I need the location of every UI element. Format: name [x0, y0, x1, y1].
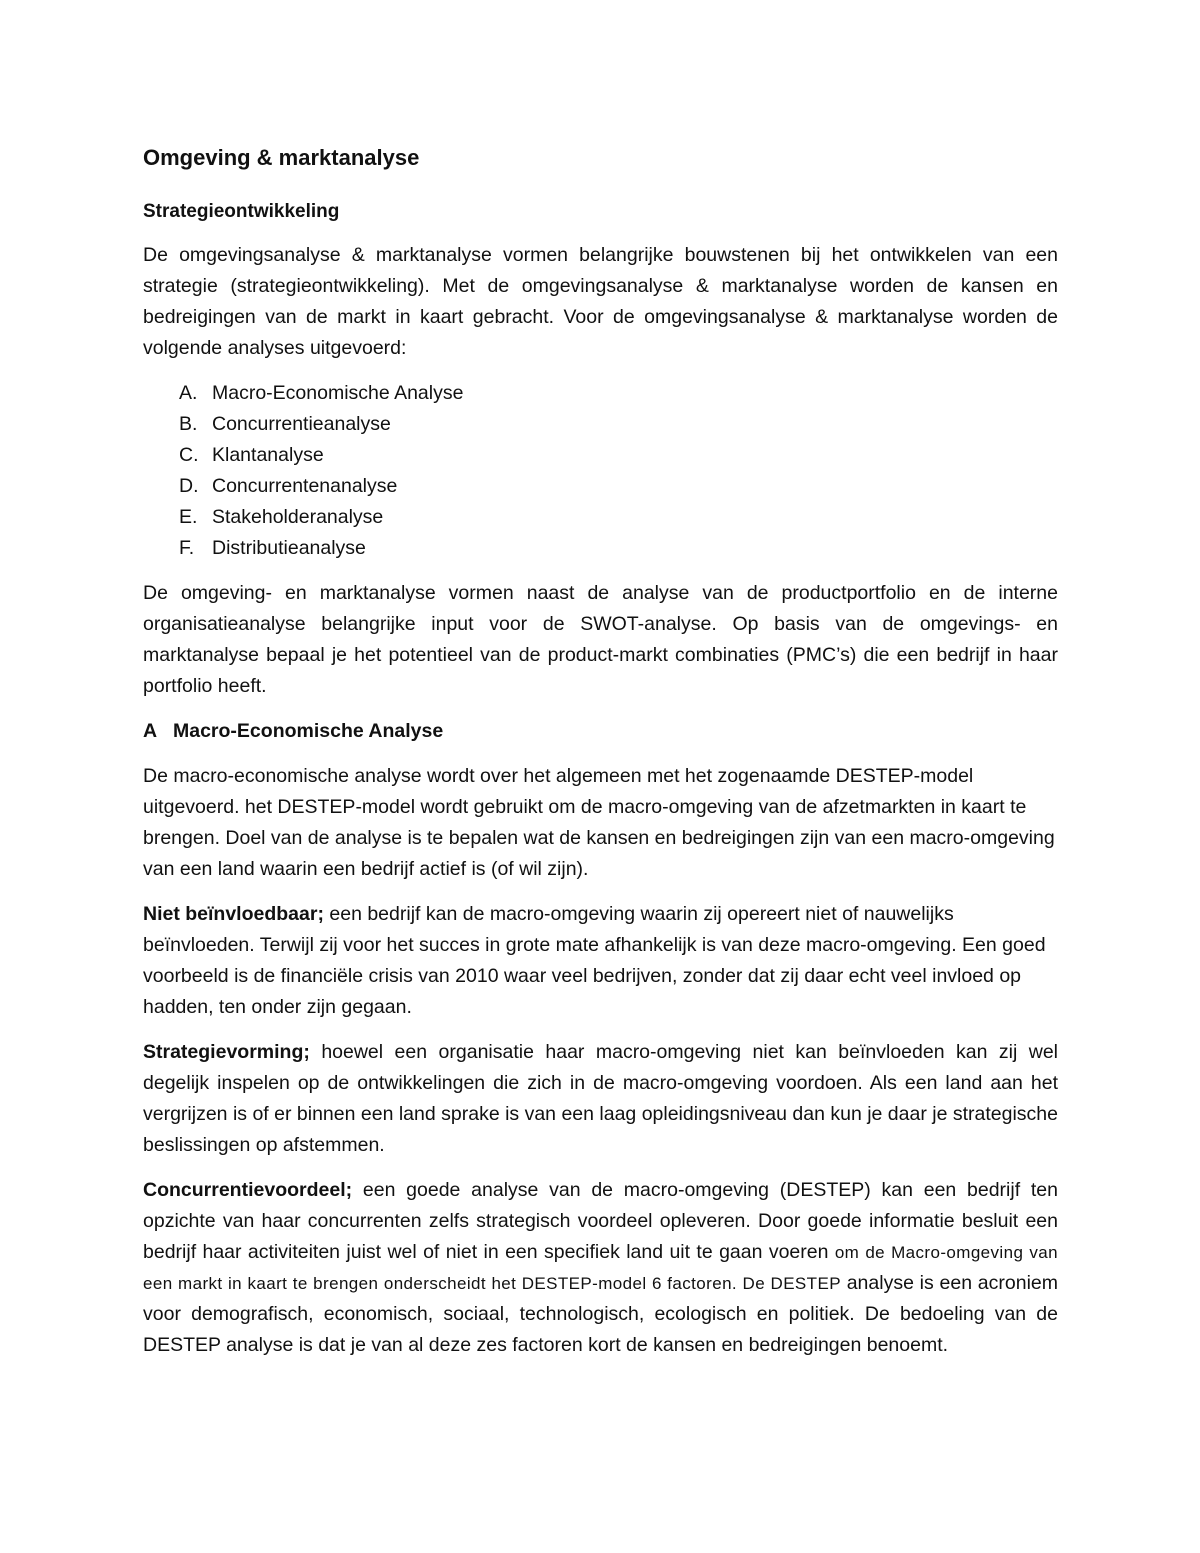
- swot-paragraph: De omgeving- en marktanalyse vormen naast de analyse van de productportfolio en de interne organisatieanalyse belangrijke input voor de SWOT-analyse. Op basis van de omgevings- en marktanalyse bepaal je het potentieel van de product-markt combinaties (PMC’s) die een bedrijf in haar portfolio heeft.: [143, 582, 1058, 697]
- section-a-title: Macro-Economische Analyse: [173, 720, 444, 742]
- section-a-paragraph: De macro-economische analyse wordt over het algemeen met het zogenaamde DESTEP-model uitgevoerd. het DESTEP-model wordt gebruikt om de macro-omgeving van de afzetmarkten in kaart te brengen. Doel van de analyse is te bepalen wat de kansen en bedreigingen zijn van een macro-omgeving van een land waarin een bedrijf actief is (of wil zijn).: [143, 765, 1055, 880]
- list-marker: E.: [179, 506, 198, 528]
- strategievorming-text: hoewel een organisatie haar macro-omgeving niet kan beïnvloeden kan zij wel degelijk inspelen op de ontwikkelingen die zich in de macro-omgeving voordoen. Als een land aan het vergrijzen is of er binnen een land sprake is van een laag opleidingsniveau dan kun je daar je strategische beslissingen op afstemmen.: [143, 1041, 1058, 1156]
- list-item-label: Concurrentenanalyse: [212, 475, 398, 497]
- document-page: [143, 140, 1058, 1375]
- list-marker: D.: [179, 475, 199, 497]
- list-marker: A.: [179, 382, 198, 404]
- list-item: [179, 533, 1058, 564]
- intro-paragraph: De omgevingsanalyse & marktanalyse vormen belangrijke bouwstenen bij het ontwikkelen van een strategie (strategieontwikkeling). Met de omgevingsanalyse & marktanalyse worden de kansen en bedreigingen van de markt in kaart gebracht. Voor de omgevingsanalyse & marktanalyse worden de volgende analyses uitgevoerd:: [143, 244, 1058, 359]
- section-a-letter: A: [143, 720, 158, 742]
- list-item-label: Concurrentieanalyse: [212, 413, 391, 435]
- strategievorming-paragraph: [143, 1037, 1058, 1161]
- list-item-label: Stakeholderanalyse: [212, 506, 384, 528]
- concurrentievoordeel-paragraph: [143, 1175, 1058, 1361]
- list-marker: C.: [179, 444, 199, 466]
- analyses-list: [143, 378, 1058, 564]
- niet-beinvloedbaar-text: een bedrijf kan de macro-omgeving waarin zij opereert niet of nauwelijks beïnvloeden. Terwijl zij voor het succes in grote mate afhankelijk is van deze macro-omgeving. Een goed voorbeeld is de financiële crisis van 2010 waar veel bedrijven, zonder dat zij daar echt veel invloed op hadden, ten onder zijn gegaan.: [143, 903, 1046, 1018]
- list-item: [179, 440, 1058, 471]
- section-a-heading: [143, 716, 1058, 747]
- document-title: Omgeving & marktanalyse: [143, 145, 420, 170]
- concurrentievoordeel-text-1: een goede analyse van de macro-omgeving (DESTEP) kan een bedrijf ten opzichte van haar concurrenten zelfs strategisch voordeel opleveren. Door goede informatie besluit een bedrijf haar activiteiten juist wel of niet in een specifiek land uit te gaan voeren: [143, 1179, 1058, 1263]
- list-item-label: Klantanalyse: [212, 444, 324, 466]
- list-item: [179, 409, 1058, 440]
- list-marker: B.: [179, 413, 198, 435]
- list-marker: F.: [179, 537, 195, 559]
- list-item: [179, 471, 1058, 502]
- concurrentievoordeel-text-2: analyse is een acroniem voor demografisch, economisch, sociaal, technologisch, ecologisch en politiek. De bedoeling van de DESTEP analyse is dat je van al deze zes factoren kort de kansen en bedreigingen benoemt.: [143, 1272, 1059, 1356]
- concurrentievoordeel-term: Concurrentievoordeel;: [143, 1179, 353, 1201]
- list-item-label: Distributieanalyse: [212, 537, 366, 559]
- list-item: [179, 378, 1058, 409]
- niet-beinvloedbaar-paragraph: [143, 899, 1058, 1023]
- strategievorming-term: Strategievorming;: [143, 1041, 310, 1063]
- list-item: [179, 502, 1058, 533]
- list-item-label: Macro-Economische Analyse: [212, 382, 464, 404]
- concurrentievoordeel-small-text: om de Macro-omgeving van een markt in kaart te brengen onderscheidt het DESTEP-model 6 factoren. De DESTEP: [143, 1243, 1059, 1293]
- section-subtitle: Strategieontwikkeling: [143, 201, 340, 222]
- niet-beinvloedbaar-term: Niet beïnvloedbaar;: [143, 903, 324, 925]
